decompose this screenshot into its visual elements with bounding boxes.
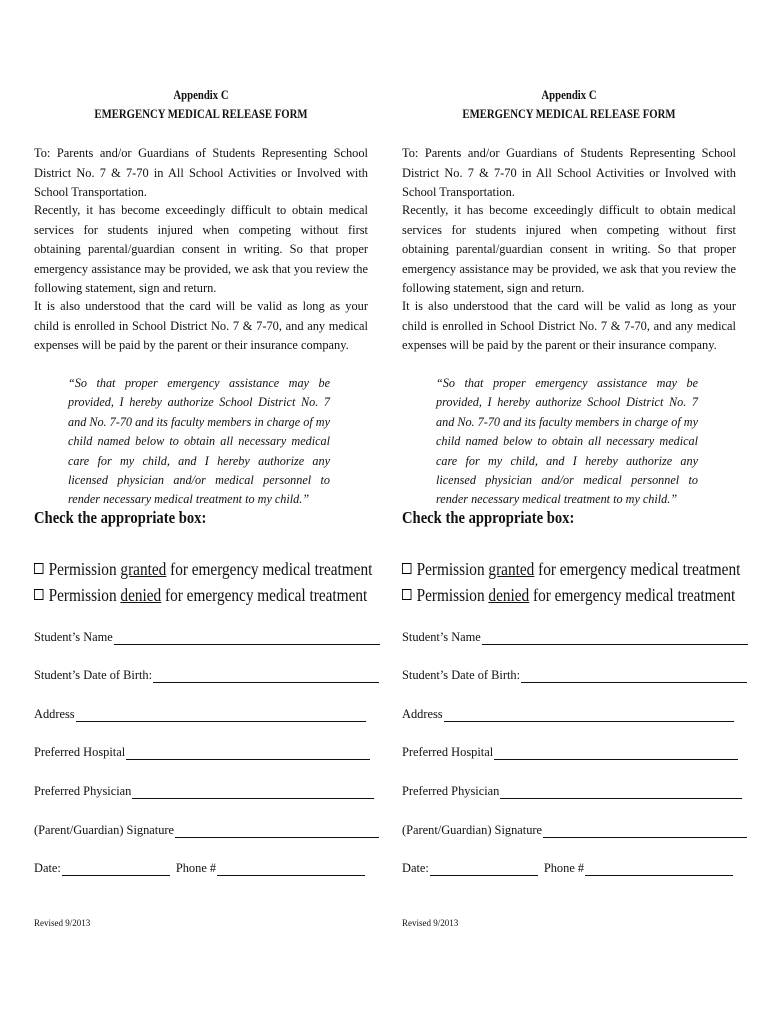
signature-line[interactable] [543, 825, 747, 838]
checkbox-denied[interactable] [34, 589, 43, 600]
checkbox-granted[interactable] [402, 563, 411, 574]
phone-line[interactable] [217, 863, 365, 876]
dob-label: Student’s Date of Birth: [402, 668, 521, 682]
physician-field[interactable] [402, 784, 742, 799]
form-title: EMERGENCY MEDICAL RELEASE FORM [94, 107, 308, 121]
address-line[interactable] [76, 709, 366, 722]
physician-line[interactable] [500, 786, 742, 799]
student-name-line[interactable] [482, 632, 748, 645]
date-line[interactable] [62, 863, 170, 876]
hospital-field[interactable] [402, 745, 738, 760]
to-paragraph: To: Parents and/or Guardians of Students Representing School District No. 7 & 7-70 in All School Activities or Involved with School Transportation. [402, 146, 736, 199]
dob-line[interactable] [153, 670, 379, 683]
option-permission-granted[interactable]: Permission granted for emergency medical treatment [34, 557, 372, 581]
signature-label: (Parent/Guardian) Signature [402, 823, 543, 837]
date-label: Date: [34, 861, 61, 875]
phone-line[interactable] [585, 863, 733, 876]
student-name-label: Student’s Name [402, 630, 481, 644]
date-phone-field[interactable] [34, 861, 365, 876]
signature-label: (Parent/Guardian) Signature [34, 823, 175, 837]
option-permission-granted[interactable]: Permission granted for emergency medical treatment [402, 557, 740, 581]
appendix-label: Appendix C [173, 88, 229, 102]
student-name-field[interactable] [402, 630, 748, 645]
signature-field[interactable] [402, 823, 747, 838]
date-phone-field[interactable] [402, 861, 733, 876]
intro-paragraph: Recently, it has become exceedingly difficult to obtain medical services for students injured when competing without first obtaining parental/guardian consent in writing. So that proper emergency assistance may be provided, we ask that you review the following statement, sign and return. [34, 203, 368, 295]
appendix-label: Appendix C [541, 88, 597, 102]
student-name-line[interactable] [114, 632, 380, 645]
hospital-line[interactable] [494, 747, 738, 760]
form-left [34, 0, 373, 1024]
dob-label: Student’s Date of Birth: [34, 668, 153, 682]
checkbox-denied[interactable] [402, 589, 411, 600]
option-permission-denied[interactable]: Permission denied for emergency medical treatment [402, 583, 735, 607]
denied-word: denied [120, 585, 162, 605]
form-header [425, 86, 712, 124]
hospital-line[interactable] [126, 747, 370, 760]
signature-field[interactable] [34, 823, 379, 838]
address-field[interactable] [34, 707, 366, 722]
address-line[interactable] [444, 709, 734, 722]
to-paragraph: To: Parents and/or Guardians of Students Representing School District No. 7 & 7-70 in All School Activities or Involved with School Transportation. [34, 146, 368, 199]
authorization-quote: “So that proper emergency assistance may be provided, I hereby authorize School District No. 7 and No. 7-70 and its faculty members in charge of my child named below to obtain all necessary medical care for my child, and I hereby authorize any licensed physician and/or medical personnel to render necessary medical treatment to my child.” [68, 376, 330, 507]
denied-word: denied [488, 585, 530, 605]
validity-paragraph: It is also understood that the card will be valid as long as your child is enrolled in School District No. 7 & 7-70, and any medical expenses will be paid by the parent or their insurance company. [34, 299, 368, 352]
date-line[interactable] [430, 863, 538, 876]
authorization-quote: “So that proper emergency assistance may be provided, I hereby authorize School District No. 7 and No. 7-70 and its faculty members in charge of my child named below to obtain all necessary medical care for my child, and I hereby authorize any licensed physician and/or medical personnel to render necessary medical treatment to my child.” [436, 376, 698, 507]
form-right [402, 0, 741, 1024]
checkbox-granted[interactable] [34, 563, 43, 574]
dob-field[interactable] [34, 668, 379, 683]
address-field[interactable] [402, 707, 734, 722]
address-label: Address [402, 707, 443, 721]
validity-paragraph: It is also understood that the card will be valid as long as your child is enrolled in School District No. 7 & 7-70, and any medical expenses will be paid by the parent or their insurance company. [402, 299, 736, 352]
hospital-label: Preferred Hospital [402, 745, 494, 759]
phone-label: Phone # [175, 861, 217, 875]
signature-line[interactable] [175, 825, 379, 838]
dob-field[interactable] [402, 668, 747, 683]
hospital-label: Preferred Hospital [34, 745, 126, 759]
dob-line[interactable] [521, 670, 747, 683]
revised-note: Revised 9/2013 [402, 918, 459, 928]
check-box-heading: Check the appropriate box: [402, 508, 575, 527]
physician-label: Preferred Physician [402, 784, 500, 798]
physician-line[interactable] [132, 786, 374, 799]
phone-label: Phone # [543, 861, 585, 875]
granted-word: granted [120, 559, 167, 579]
form-header [57, 86, 344, 124]
granted-word: granted [488, 559, 535, 579]
date-label: Date: [402, 861, 429, 875]
physician-field[interactable] [34, 784, 374, 799]
student-name-label: Student’s Name [34, 630, 113, 644]
hospital-field[interactable] [34, 745, 370, 760]
student-name-field[interactable] [34, 630, 380, 645]
address-label: Address [34, 707, 75, 721]
form-title: EMERGENCY MEDICAL RELEASE FORM [462, 107, 676, 121]
option-permission-denied[interactable]: Permission denied for emergency medical treatment [34, 583, 367, 607]
intro-paragraph: Recently, it has become exceedingly difficult to obtain medical services for students injured when competing without first obtaining parental/guardian consent in writing. So that proper emergency assistance may be provided, we ask that you review the following statement, sign and return. [402, 203, 736, 295]
check-box-heading: Check the appropriate box: [34, 508, 207, 527]
physician-label: Preferred Physician [34, 784, 132, 798]
revised-note: Revised 9/2013 [34, 918, 91, 928]
